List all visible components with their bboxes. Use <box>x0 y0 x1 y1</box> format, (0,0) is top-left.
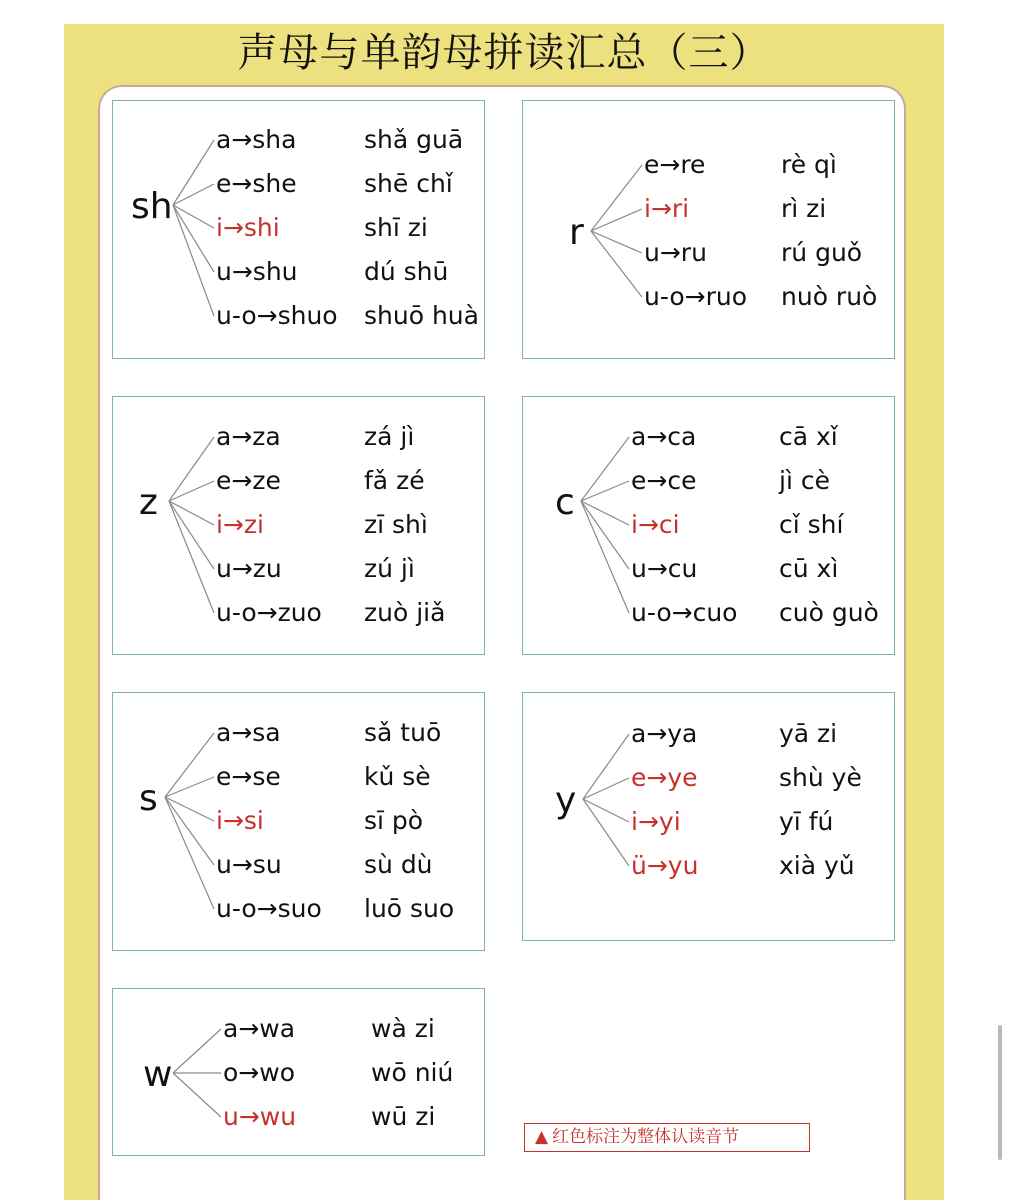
branch-line <box>591 231 642 297</box>
example-word: wū zi <box>371 1102 436 1131</box>
example-word: yī fú <box>779 807 834 836</box>
spelling-formula: a→sha <box>216 125 297 154</box>
branch-line <box>591 231 642 253</box>
syllable-card-3 <box>522 396 895 655</box>
spelling-formula: u→su <box>216 850 282 879</box>
legend-note-text: 红色标注为整体认读音节 <box>552 1127 740 1147</box>
branch-lines <box>523 693 896 942</box>
example-word: zuò jiǎ <box>364 598 446 627</box>
example-word: sǎ tuō <box>364 718 442 747</box>
spelling-formula: e→se <box>216 762 281 791</box>
example-word: xià yǔ <box>779 851 855 880</box>
spelling-formula: u→ru <box>644 238 707 267</box>
spelling-formula: u→shu <box>216 257 298 286</box>
warning-triangle-icon: ▲ <box>535 1127 549 1147</box>
spelling-formula: u-o→zuo <box>216 598 322 627</box>
branch-line <box>173 140 214 205</box>
syllable-card-6 <box>112 988 485 1156</box>
syllable-card-0 <box>112 100 485 359</box>
branch-line <box>583 799 629 822</box>
spelling-formula: u-o→ruo <box>644 282 747 311</box>
branch-line <box>583 734 629 799</box>
legend-note <box>524 1123 810 1152</box>
example-word: cǐ shí <box>779 510 844 539</box>
syllable-card-4 <box>112 692 485 951</box>
example-word: cuò guò <box>779 598 879 627</box>
syllable-card-2 <box>112 396 485 655</box>
example-word: jì cè <box>779 466 830 495</box>
branch-line <box>173 1029 221 1073</box>
branch-line <box>581 501 629 569</box>
example-word: shē chǐ <box>364 169 453 198</box>
page-title: 声母与单韵母拼读汇总（三） <box>237 30 771 76</box>
branch-line <box>581 501 629 525</box>
initial-consonant: r <box>569 212 584 253</box>
example-word: sī pò <box>364 806 424 835</box>
example-word: shuō huà <box>364 301 479 330</box>
example-word: dú shū <box>364 257 449 286</box>
initial-consonant: sh <box>131 186 173 227</box>
example-word: rú guǒ <box>781 238 863 267</box>
spelling-formula: a→ya <box>631 719 698 748</box>
spelling-formula: o→wo <box>223 1058 295 1087</box>
spelling-formula: u→cu <box>631 554 698 583</box>
example-word: zá jì <box>364 422 415 451</box>
spelling-formula: u-o→cuo <box>631 598 738 627</box>
branch-line <box>173 205 214 228</box>
spelling-formula: i→zi <box>216 510 264 539</box>
example-word: rì zi <box>781 194 827 223</box>
spelling-formula: a→ca <box>631 422 697 451</box>
branch-line <box>173 1073 221 1117</box>
spelling-formula: ü→yu <box>631 851 699 880</box>
initial-consonant: y <box>555 780 577 821</box>
branch-line <box>169 501 214 525</box>
spelling-formula: e→ze <box>216 466 281 495</box>
spelling-formula: e→re <box>644 150 706 179</box>
spelling-formula: u-o→suo <box>216 894 322 923</box>
example-word: zī shì <box>364 510 428 539</box>
example-word: zú jì <box>364 554 415 583</box>
initial-consonant: z <box>139 482 158 523</box>
branch-line <box>165 797 214 865</box>
example-word: fǎ zé <box>364 466 425 495</box>
branch-line <box>591 209 642 231</box>
example-word: shǎ guā <box>364 125 464 154</box>
scrollbar-thumb[interactable] <box>998 1025 1002 1160</box>
spelling-formula: i→ci <box>631 510 680 539</box>
example-word: wà zi <box>371 1014 435 1043</box>
spelling-formula: e→she <box>216 169 297 198</box>
spelling-formula: a→wa <box>223 1014 296 1043</box>
spelling-formula: e→ye <box>631 763 698 792</box>
syllable-card-1 <box>522 100 895 359</box>
branch-line <box>583 799 629 866</box>
spelling-formula: e→ce <box>631 466 697 495</box>
example-word: cā xǐ <box>779 422 838 451</box>
spelling-formula: u→zu <box>216 554 282 583</box>
example-word: shī zi <box>364 213 428 242</box>
branch-line <box>169 501 214 569</box>
example-word: yā zi <box>779 719 838 748</box>
example-word: nuò ruò <box>781 282 878 311</box>
branch-line <box>173 205 214 316</box>
spelling-formula: i→yi <box>631 807 681 836</box>
spelling-formula: a→za <box>216 422 281 451</box>
spelling-formula: i→si <box>216 806 264 835</box>
spelling-formula: i→ri <box>644 194 690 223</box>
branch-line <box>591 165 642 231</box>
spelling-formula: u→wu <box>223 1102 297 1131</box>
branch-line <box>165 797 214 821</box>
example-word: wō niú <box>371 1058 454 1087</box>
syllable-card-5 <box>522 692 895 941</box>
initial-consonant: w <box>143 1054 173 1095</box>
branch-line <box>165 797 214 909</box>
example-word: luō suo <box>364 894 455 923</box>
example-word: kǔ sè <box>364 762 431 791</box>
example-word: cū xì <box>779 554 839 583</box>
spelling-formula: i→shi <box>216 213 280 242</box>
spelling-formula: a→sa <box>216 718 281 747</box>
example-word: rè qì <box>781 150 837 179</box>
branch-line <box>169 501 214 613</box>
initial-consonant: s <box>139 778 158 819</box>
example-word: sù dù <box>364 850 433 879</box>
example-word: shù yè <box>779 763 862 792</box>
spelling-formula: u-o→shuo <box>216 301 338 330</box>
initial-consonant: c <box>555 482 575 523</box>
branch-line <box>581 501 629 613</box>
